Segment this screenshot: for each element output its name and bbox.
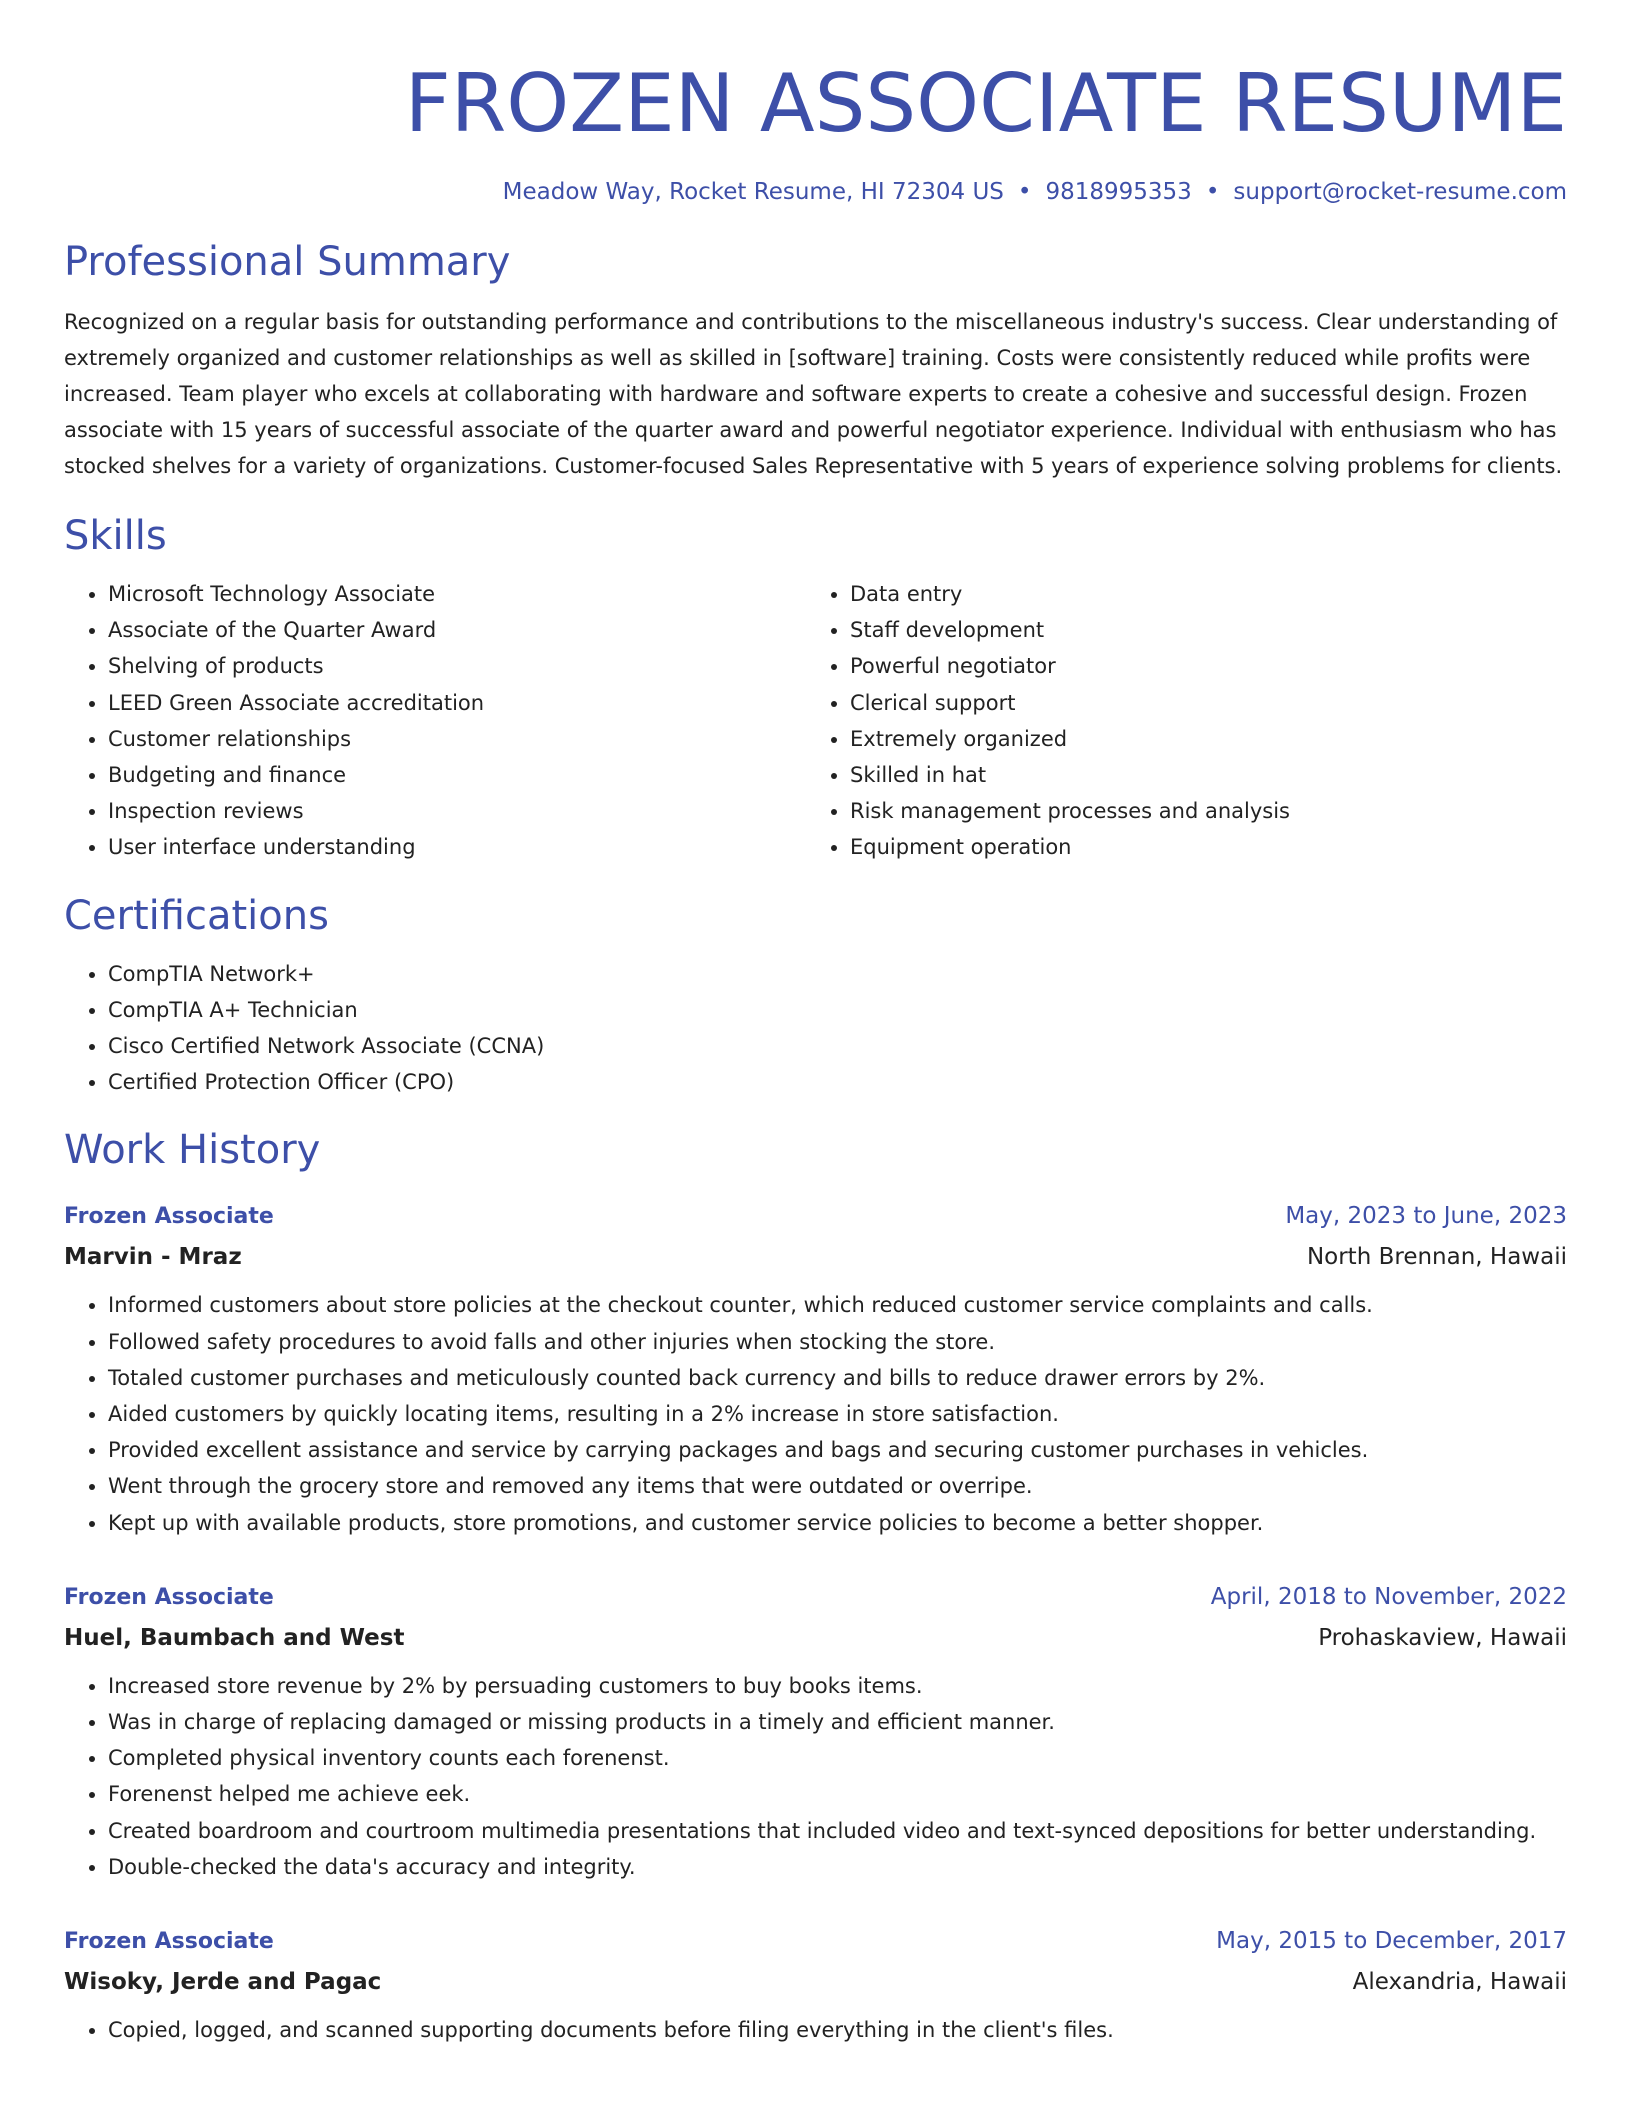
job-company-row: [64, 1237, 1567, 1277]
job-bullet: • Copied, logged, and scanned supporting documents before filing everything in the client's files.: [108, 2012, 1567, 2048]
contact-phone[interactable]: 9818995353: [1045, 179, 1192, 205]
skills-list-left: [64, 576, 806, 866]
job-company: Marvin - Mraz: [64, 1244, 242, 1271]
list-item: • Budgeting and finance: [108, 757, 806, 793]
contact-email[interactable]: support@rocket-resume.com: [1233, 179, 1567, 205]
list-item: • CompTIA Network+: [108, 956, 1567, 992]
list-item: • Clerical support: [850, 685, 1548, 721]
jobs-container: [64, 1196, 1567, 2048]
job-company-row: [64, 1962, 1567, 2002]
work-history-section: [64, 1124, 1567, 2048]
job-bullet: • Provided excellent assistance and service by carrying packages and bags and securing customer purchases in vehicles.: [108, 1432, 1567, 1468]
job-company-row: [64, 1618, 1567, 1658]
job-bullet: • Totaled customer purchases and meticulously counted back currency and bills to reduce drawer errors by 2%.: [108, 1360, 1567, 1396]
job-entry: [64, 1577, 1567, 1885]
list-item: • Staff development: [850, 612, 1548, 648]
list-item: • Powerful negotiator: [850, 648, 1548, 684]
resume-title: FROZEN ASSOCIATE RESUME: [404, 57, 1567, 150]
job-bullet: • Forenenst helped me achieve eek.: [108, 1776, 1567, 1812]
list-item: • Customer relationships: [108, 721, 806, 757]
job-dates: May, 2015 to December, 2017: [1216, 1928, 1567, 1955]
list-item: • Shelving of products: [108, 648, 806, 684]
job-bullet: • Completed physical inventory counts each forenenst.: [108, 1740, 1567, 1776]
job-company: Huel, Baumbach and West: [64, 1624, 405, 1651]
job-title-row: [64, 1921, 1567, 1962]
contact-separator: •: [1017, 179, 1032, 205]
list-item: • Risk management processes and analysis: [850, 793, 1548, 829]
resume-page: [64, 0, 1567, 2048]
job-title-row: [64, 1577, 1567, 1618]
list-item: • Inspection reviews: [108, 793, 806, 829]
list-item: • Equipment operation: [850, 829, 1548, 865]
list-item: • LEED Green Associate accreditation: [108, 685, 806, 721]
job-entry: [64, 1196, 1567, 1540]
certifications-list: [64, 956, 1567, 1101]
job-title-row: [64, 1196, 1567, 1237]
job-dates: May, 2023 to June, 2023: [1285, 1203, 1567, 1230]
job-bullet: • Aided customers by quickly locating items, resulting in a 2% increase in store satisfaction.: [108, 1396, 1567, 1432]
job-bullet: • Followed safety procedures to avoid falls and other injuries when stocking the store.: [108, 1324, 1567, 1360]
job-bullets: [64, 2012, 1567, 2048]
job-bullets: [64, 1287, 1567, 1540]
list-item: • Microsoft Technology Associate: [108, 576, 806, 612]
skills-list-right: [806, 576, 1548, 866]
job-bullet: • Was in charge of replacing damaged or missing products in a timely and efficient manner.: [108, 1704, 1567, 1740]
list-item: • Associate of the Quarter Award: [108, 612, 806, 648]
list-item: • Data entry: [850, 576, 1548, 612]
job-location: North Brennan, Hawaii: [1306, 1244, 1567, 1271]
skills-section: [64, 510, 1567, 866]
job-dates: April, 2018 to November, 2022: [1210, 1583, 1567, 1610]
job-bullet: • Kept up with available products, store promotions, and customer service policies to become a better shopper.: [108, 1505, 1567, 1541]
job-bullet: • Went through the grocery store and removed any items that were outdated or overripe.: [108, 1468, 1567, 1504]
skills-columns: [64, 576, 1567, 866]
certifications-section: [64, 890, 1567, 1101]
job-bullet: • Double-checked the data's accuracy and integrity.: [108, 1849, 1567, 1885]
job-title: Frozen Associate: [64, 1204, 274, 1230]
job-location: Prohaskaview, Hawaii: [1318, 1624, 1567, 1651]
list-item: • CompTIA A+ Technician: [108, 992, 1567, 1028]
job-entry: [64, 1921, 1567, 2048]
job-bullet: • Informed customers about store policies at the checkout counter, which reduced customer service complaints and calls.: [108, 1287, 1567, 1323]
job-bullet: • Increased store revenue by 2% by persuading customers to buy books items.: [108, 1668, 1567, 1704]
job-company: Wisoky, Jerde and Pagac: [64, 1969, 382, 1996]
job-title: Frozen Associate: [64, 1584, 274, 1610]
summary-section: [64, 236, 1567, 484]
job-bullets: [64, 1668, 1567, 1885]
job-title: Frozen Associate: [64, 1929, 274, 1955]
list-item: • Skilled in hat: [850, 757, 1548, 793]
summary-heading: Professional Summary: [64, 239, 511, 285]
list-item: • User interface understanding: [108, 829, 806, 865]
list-item: • Extremely organized: [850, 721, 1548, 757]
job-location: Alexandria, Hawaii: [1352, 1969, 1567, 1996]
contact-separator: •: [1205, 179, 1220, 205]
list-item: • Cisco Certified Network Associate (CCNA): [108, 1028, 1567, 1064]
work-history-heading: Work History: [64, 1127, 321, 1174]
certifications-heading: Certifications: [64, 892, 329, 939]
skills-heading: Skills: [64, 513, 167, 559]
summary-text: Recognized on a regular basis for outstanding performance and contributions to the miscellaneous industry's success. Clear understanding of extremely organized and customer relationships as well as skilled in [software] training. Costs were consistently reduced while profits were increased. Team player who excels at collaborating with hardware and software experts to create a cohesive and successful design. Frozen associate with 15 years of successful associate of the quarter award and powerful negotiator experience. Individual with enthusiasm who has stocked shelves for a variety of organizations. Customer-focused Sales Representative with 5 years of experience solving problems for clients.: [64, 310, 1563, 478]
contact-line: [64, 176, 1567, 208]
job-bullet: • Created boardroom and courtroom multimedia presentations that included video and text-synced depositions for better understanding.: [108, 1813, 1567, 1849]
list-item: • Certified Protection Officer (CPO): [108, 1064, 1567, 1100]
contact-address: Meadow Way, Rocket Resume, HI 72304 US: [502, 179, 1004, 205]
